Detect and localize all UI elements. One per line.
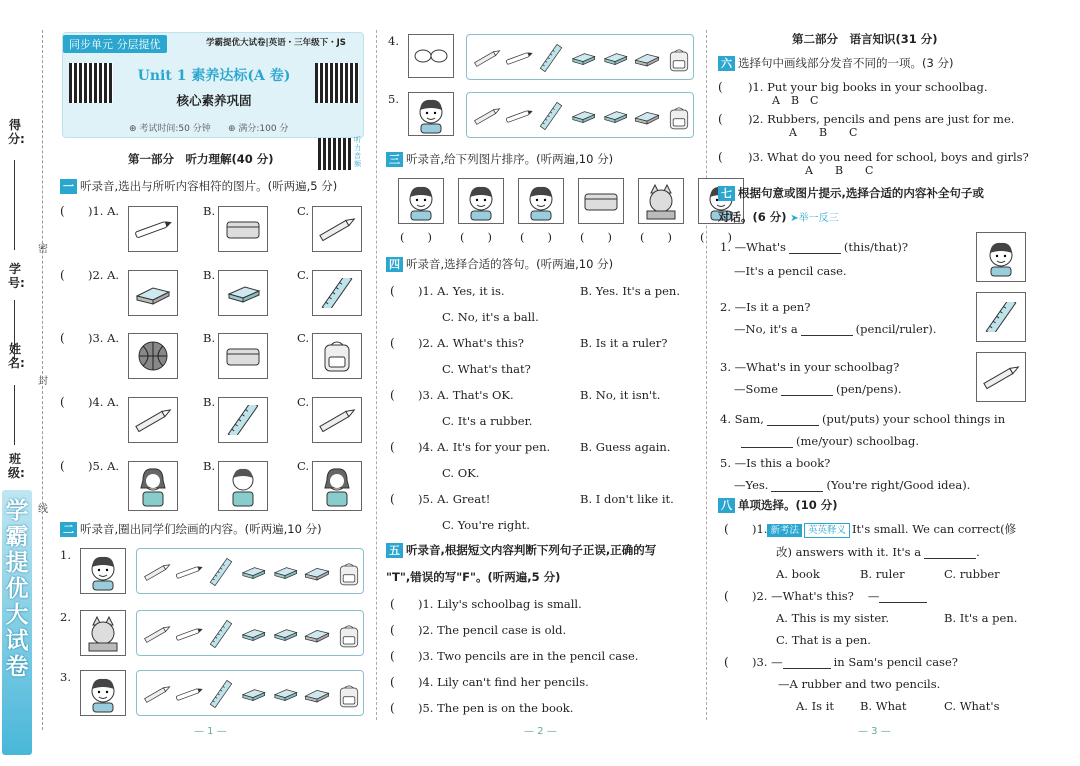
option-c-label: C. xyxy=(297,204,310,218)
question: )5. A. Great! xyxy=(418,492,491,506)
part2-title: 第二部分 语言知识(31 分) xyxy=(792,32,938,46)
question: )2. A. What's this? xyxy=(418,336,524,350)
score-line xyxy=(14,160,15,250)
statement: )1. Lily's schoolbag is small. xyxy=(418,597,582,611)
question-line-cont xyxy=(776,545,980,559)
section-number: 八 xyxy=(718,498,735,513)
pencil-icon[interactable] xyxy=(471,43,503,73)
option-girl-icon[interactable] xyxy=(128,461,178,511)
option-c-label: C. xyxy=(297,268,310,282)
answer-paren[interactable]: ( xyxy=(390,440,395,454)
section-title: 听录音,选择合适的答句。(听两遍,10 分) xyxy=(406,257,614,271)
section-number: 三 xyxy=(386,152,403,167)
answer-paren[interactable]: ( xyxy=(390,649,395,663)
schoolbag-icon[interactable] xyxy=(663,101,695,131)
answer-blank[interactable] xyxy=(741,447,793,448)
answer-paren[interactable]: ( xyxy=(718,80,723,94)
question-text: )2. —What's this? xyxy=(752,589,854,603)
name-line xyxy=(14,385,15,445)
rubber-icon[interactable] xyxy=(269,679,301,709)
response-line xyxy=(734,382,902,396)
cat-icon xyxy=(80,610,126,656)
response-choices: (You're right/Good idea). xyxy=(826,478,971,492)
question-line xyxy=(752,655,958,669)
question-number: )3. — xyxy=(752,655,783,669)
section-title: 单项选择。(10 分) xyxy=(738,498,838,512)
option-letters: A B C xyxy=(789,126,858,139)
option-b: B. Yes. It's a pen. xyxy=(580,284,680,298)
question: )1. A. Yes, it is. xyxy=(418,284,505,298)
schoolbag-icon[interactable] xyxy=(333,557,365,587)
brand-text: 学霸提优大试卷 xyxy=(5,498,29,680)
qr-code-left xyxy=(69,63,113,103)
row-number: 4. xyxy=(388,34,399,48)
answer-paren[interactable]: ( xyxy=(390,623,395,637)
section-title: 选择句中画线部分发音不同的一项。(3 分) xyxy=(738,56,954,70)
question-line xyxy=(752,589,927,603)
question: )4. A. It's for your pen. xyxy=(418,440,551,454)
row-number: 2. xyxy=(60,610,71,624)
option-pencil-case-icon[interactable] xyxy=(218,206,268,252)
response-line xyxy=(734,322,936,336)
answer-blank[interactable] xyxy=(801,335,853,336)
answer-paren[interactable]: ( xyxy=(60,395,65,409)
unit-subtitle: 核心素养巩固 xyxy=(176,93,252,108)
page-divider-1 xyxy=(376,30,377,720)
answer-blank[interactable] xyxy=(767,425,819,426)
option[interactable]: A. This is my sister. xyxy=(776,611,890,625)
option-b-label: B. xyxy=(203,331,216,345)
question-text: It's small. We can correct(修 xyxy=(852,522,1017,536)
prompt-text: 4. Sam, xyxy=(720,412,764,426)
section-title: 听录音,选出与所听内容相符的图片。(听两遍,5 分) xyxy=(80,179,338,193)
listen-qr xyxy=(318,138,352,170)
drawing-options-strip xyxy=(466,34,694,80)
pen-icon[interactable] xyxy=(173,557,205,587)
cut-mark-1: 密 xyxy=(38,244,48,255)
option[interactable]: B. It's a pen. xyxy=(944,611,1018,625)
section-title: 根据句意或图片提示,选择合适的内容补全句子或 xyxy=(738,186,984,200)
question-number: )5. A. xyxy=(88,459,120,473)
section-number: 七 xyxy=(718,186,735,201)
option[interactable]: A. Is it xyxy=(796,699,835,713)
option-c-label: C. xyxy=(297,459,310,473)
book-icon[interactable] xyxy=(631,101,663,131)
section-8-header xyxy=(718,498,838,513)
drawing-options-strip xyxy=(136,548,364,594)
option[interactable]: B. ruler xyxy=(860,567,905,581)
sequence-picture xyxy=(518,178,564,224)
ruler-icon[interactable] xyxy=(205,619,237,649)
answer-paren[interactable]: ( xyxy=(718,112,723,126)
option-b: B. Guess again. xyxy=(580,440,671,454)
pen-icon[interactable] xyxy=(503,43,535,73)
section-number: 四 xyxy=(386,257,403,272)
statement: )4. Lily can't find her pencils. xyxy=(418,675,589,689)
response-line xyxy=(734,478,970,492)
prompt-line xyxy=(720,412,1005,426)
question-number: )1. xyxy=(752,522,768,536)
exam-header: 学霸提优大试卷|英语・三年级下・JS xyxy=(206,38,346,48)
answer-blank[interactable] xyxy=(879,602,927,603)
answer-paren[interactable]: ( xyxy=(718,150,723,164)
option-c-label: C. xyxy=(297,395,310,409)
answer-paren[interactable]: ( xyxy=(390,388,395,402)
option-c: C. No, it's a ball. xyxy=(442,310,539,324)
option-b-label: B. xyxy=(203,204,216,218)
answer-paren[interactable]: ( xyxy=(60,459,65,473)
order-paren[interactable]: ( ) xyxy=(580,230,612,244)
option-letters: A B C xyxy=(772,94,819,107)
prompt-choices: (put/puts) your school things in xyxy=(821,412,1006,426)
answer-blank[interactable] xyxy=(789,253,841,254)
listen-note: 听力音频 xyxy=(354,136,361,168)
order-paren[interactable]: ( ) xyxy=(520,230,552,244)
section-title-cont: 对话。(6 分) xyxy=(718,210,787,224)
order-paren[interactable]: ( ) xyxy=(700,230,732,244)
prompt-line xyxy=(720,240,908,254)
book-icon[interactable] xyxy=(301,557,333,587)
section-4-header xyxy=(386,257,613,272)
pencil-hint-icon xyxy=(976,352,1026,402)
section-number: 六 xyxy=(718,56,735,71)
book-icon[interactable] xyxy=(301,679,333,709)
question-number: )4. A. xyxy=(88,395,120,409)
pencil-icon[interactable] xyxy=(141,679,173,709)
order-paren[interactable]: ( ) xyxy=(400,230,432,244)
response-line xyxy=(738,434,919,448)
section-5-title-cont: "T",错误的写"F"。(听两遍,5 分) xyxy=(386,570,561,584)
section-title: 听录音,给下列图片排序。(听两遍,10 分) xyxy=(406,152,614,166)
response-text: —It's a pencil case. xyxy=(734,264,847,278)
option-book-icon[interactable] xyxy=(128,270,178,316)
answer-paren[interactable]: ( xyxy=(60,268,65,282)
section-1-header xyxy=(60,179,337,194)
qr-code-right xyxy=(315,63,359,103)
section-3-header xyxy=(386,152,613,167)
answer-paren[interactable]: ( xyxy=(390,336,395,350)
answer-paren[interactable]: ( xyxy=(724,589,729,603)
answer-paren[interactable]: ( xyxy=(724,522,729,536)
option[interactable]: A. book xyxy=(776,567,820,581)
option-boy-icon[interactable] xyxy=(218,461,268,511)
glasses-icon xyxy=(408,34,454,78)
response-choices: (pencil/ruler). xyxy=(855,322,937,336)
option-rubber-icon[interactable] xyxy=(218,270,268,316)
answer-blank[interactable] xyxy=(781,395,833,396)
question-line xyxy=(752,522,1016,538)
option-ruler-icon[interactable] xyxy=(218,397,268,443)
prompt-text: 2. —Is it a pen? xyxy=(720,300,811,314)
section-number: 二 xyxy=(60,522,77,537)
sentence: )2. Rubbers, pencils and pens are just for me. xyxy=(748,112,1015,126)
pencil-icon[interactable] xyxy=(141,619,173,649)
statement: )5. The pen is on the book. xyxy=(418,701,574,715)
response-text: —No, it's a xyxy=(734,322,798,336)
name-label: 姓名: xyxy=(8,342,25,370)
option-pencil-icon[interactable] xyxy=(128,397,178,443)
page-number-2: — 2 — xyxy=(524,726,557,737)
ref-link[interactable]: ➤举一反三 xyxy=(790,213,839,224)
schoolbag-icon[interactable] xyxy=(333,679,365,709)
response-text: —Some xyxy=(734,382,779,396)
question: )3. A. That's OK. xyxy=(418,388,514,402)
page-divider-2 xyxy=(706,30,707,720)
pencil-icon[interactable] xyxy=(141,557,173,587)
cut-mark-2: 封 xyxy=(38,376,48,387)
option-pencil-icon[interactable] xyxy=(312,206,362,252)
full-score: ⊕ 满分:100 分 xyxy=(228,124,289,134)
section-number: 五 xyxy=(386,543,403,558)
score-label: 得分: xyxy=(8,118,25,146)
section-title: 听录音,根据短文内容判断下列句子正误,正确的写 xyxy=(406,543,657,557)
sentence: )1. Put your big books in your schoolbag. xyxy=(748,80,988,94)
ruler-hint-icon xyxy=(976,292,1026,342)
prompt-text: 3. —What's in your schoolbag? xyxy=(720,360,900,374)
answer-paren[interactable]: ( xyxy=(60,204,65,218)
ruler-icon[interactable] xyxy=(205,557,237,587)
answer-paren[interactable]: ( xyxy=(390,597,395,611)
period: . xyxy=(976,545,980,559)
exam-time: ⊕ 考试时间:50 分钟 xyxy=(129,124,211,134)
dash: — xyxy=(867,589,880,603)
rubber-icon[interactable] xyxy=(599,101,631,131)
rubber-icon[interactable] xyxy=(237,557,269,587)
section-2-header xyxy=(60,522,322,537)
answer-paren[interactable]: ( xyxy=(724,655,729,669)
section-7-title-cont xyxy=(718,210,839,226)
kid-icon xyxy=(80,548,126,594)
option-c: C. OK. xyxy=(442,466,480,480)
prompt-choices: (this/that)? xyxy=(843,240,909,254)
definition-tag: 英英释义 xyxy=(804,523,850,538)
prompt-line xyxy=(720,360,899,374)
rubber-icon[interactable] xyxy=(237,679,269,709)
option-b-label: B. xyxy=(203,395,216,409)
question-number: )2. A. xyxy=(88,268,120,282)
response-line xyxy=(734,264,847,278)
brand-strip xyxy=(2,490,32,755)
option-b-label: B. xyxy=(203,459,216,473)
option[interactable]: C. That is a pen. xyxy=(776,633,871,647)
prompt-line xyxy=(720,456,830,470)
kid-hint-icon xyxy=(976,232,1026,282)
statement: )3. Two pencils are in the pencil case. xyxy=(418,649,639,663)
sentence: )3. What do you need for school, boys and girls? xyxy=(748,150,1029,164)
response-text: —Yes. xyxy=(734,478,769,492)
answer-blank[interactable] xyxy=(924,558,976,559)
sequence-picture xyxy=(458,178,504,224)
option-pencil-icon[interactable] xyxy=(312,397,362,443)
binding-margin xyxy=(0,0,58,766)
section-6-header xyxy=(718,56,953,71)
question-text-cont: 改) answers with it. It's a xyxy=(776,545,922,559)
option-c: C. It's a rubber. xyxy=(442,414,533,428)
response-choices: (pen/pens). xyxy=(836,382,902,396)
rubber-icon[interactable] xyxy=(567,101,599,131)
sync-badge: 同步单元 分层提优 xyxy=(63,35,167,53)
option-ball-icon[interactable] xyxy=(128,333,178,379)
option[interactable]: C. What's xyxy=(944,699,1000,713)
drawing-options-strip xyxy=(466,92,694,138)
question-text: in Sam's pencil case? xyxy=(833,655,958,669)
option-b-label: B. xyxy=(203,268,216,282)
option-girl-icon[interactable] xyxy=(312,461,362,511)
sequence-picture xyxy=(578,178,624,224)
rubber-icon[interactable] xyxy=(269,619,301,649)
option-b: B. No, it isn't. xyxy=(580,388,661,402)
unit-title: Unit 1 素养达标(A 卷) xyxy=(137,68,291,84)
schoolbag-icon[interactable] xyxy=(333,619,365,649)
book-icon[interactable] xyxy=(631,43,663,73)
rubber-icon[interactable] xyxy=(567,43,599,73)
sequence-picture xyxy=(638,178,684,224)
drawing-options-strip xyxy=(136,670,364,716)
question-number: )3. A. xyxy=(88,331,120,345)
row-number: 1. xyxy=(60,548,71,562)
prompt-text: 5. —Is this a book? xyxy=(720,456,831,470)
response-text: —A rubber and two pencils. xyxy=(778,677,941,691)
kid-icon xyxy=(80,670,126,716)
book-icon[interactable] xyxy=(301,619,333,649)
option-pen-icon[interactable] xyxy=(128,206,178,252)
order-paren[interactable]: ( ) xyxy=(460,230,492,244)
option[interactable]: C. rubber xyxy=(944,567,1000,581)
order-paren[interactable]: ( ) xyxy=(640,230,672,244)
rubber-icon[interactable] xyxy=(269,557,301,587)
prompt-text: 1. —What's xyxy=(720,240,786,254)
part1-title: 第一部分 听力理解(40 分) xyxy=(128,152,274,166)
class-label: 班级: xyxy=(8,452,25,480)
question-number: )1. A. xyxy=(88,204,120,218)
option-c: C. What's that? xyxy=(442,362,531,376)
sequence-picture xyxy=(398,178,444,224)
option-c-label: C. xyxy=(297,331,310,345)
row-number: 5. xyxy=(388,92,399,106)
pen-icon[interactable] xyxy=(503,101,535,131)
option-c: C. You're right. xyxy=(442,518,530,532)
ruler-icon[interactable] xyxy=(205,679,237,709)
pen-icon[interactable] xyxy=(173,679,205,709)
pencil-icon[interactable] xyxy=(471,101,503,131)
statement: )2. The pencil case is old. xyxy=(418,623,567,637)
prompt-line xyxy=(720,300,810,314)
section-title: 听录音,圈出同学们绘画的内容。(听两遍,10 分) xyxy=(80,522,322,536)
cut-mark-3: 线 xyxy=(38,504,48,515)
option-schoolbag-icon[interactable] xyxy=(312,333,362,379)
answer-paren[interactable]: ( xyxy=(390,675,395,689)
schoolbag-icon[interactable] xyxy=(663,43,695,73)
page-number-3: — 3 — xyxy=(858,726,891,737)
ruler-icon[interactable] xyxy=(535,101,567,131)
section-number: 一 xyxy=(60,179,77,194)
drawing-options-strip xyxy=(136,610,364,656)
option-b: B. Is it a ruler? xyxy=(580,336,668,350)
row-number: 3. xyxy=(60,670,71,684)
ruler-icon[interactable] xyxy=(535,43,567,73)
section-5-header xyxy=(386,543,656,558)
answer-paren[interactable]: ( xyxy=(60,331,65,345)
response-choices: (me/your) schoolbag. xyxy=(796,434,920,448)
rubber-icon[interactable] xyxy=(599,43,631,73)
page-number-1: — 1 — xyxy=(194,726,227,737)
rubber-icon[interactable] xyxy=(237,619,269,649)
section-7-header xyxy=(718,186,984,201)
new-format-tag: 新考法 xyxy=(767,524,802,537)
kid-icon xyxy=(408,92,454,136)
answer-paren[interactable]: ( xyxy=(390,284,395,298)
option-letters: A B C xyxy=(805,164,874,177)
option-pencil-case-icon[interactable] xyxy=(218,333,268,379)
option-b: B. I don't like it. xyxy=(580,492,674,506)
answer-blank[interactable] xyxy=(783,668,831,669)
answer-blank[interactable] xyxy=(771,491,823,492)
answer-paren[interactable]: ( xyxy=(390,492,395,506)
option-ruler-icon[interactable] xyxy=(312,270,362,316)
student-id-label: 学号: xyxy=(8,262,25,290)
answer-paren[interactable]: ( xyxy=(390,701,395,715)
option[interactable]: B. What xyxy=(860,699,907,713)
pen-icon[interactable] xyxy=(173,619,205,649)
